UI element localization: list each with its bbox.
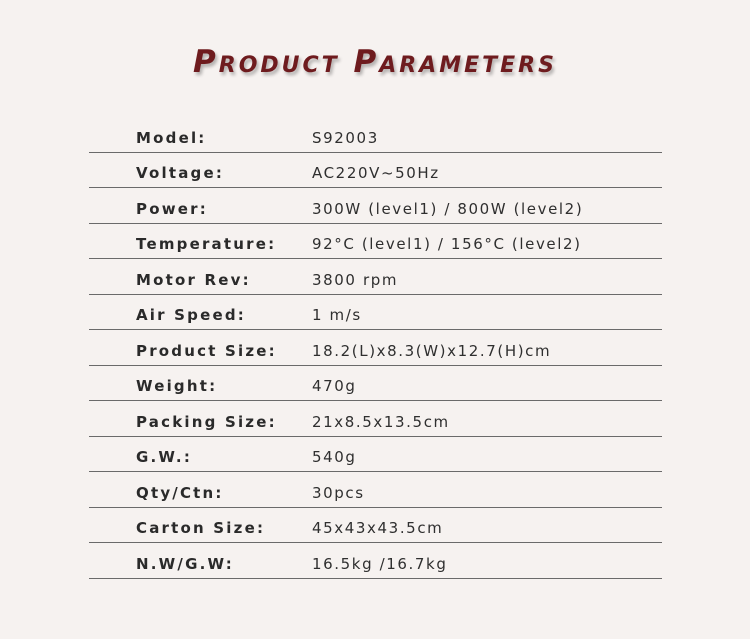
param-label: Power: — [136, 199, 208, 218]
param-label: Product Size: — [136, 341, 277, 360]
param-label: Temperature: — [136, 235, 277, 253]
param-row-packing-size — [89, 401, 662, 437]
param-value: S92003 — [312, 128, 379, 147]
param-row-product-size — [89, 330, 662, 366]
param-value: 1 m/s — [312, 306, 362, 324]
param-value: 92°C (level1) / 156°C (level2) — [312, 235, 582, 253]
param-value: 45x43x43.5cm — [312, 519, 444, 537]
param-label: N.W/G.W: — [136, 554, 234, 573]
param-value: 16.5kg /16.7kg — [312, 554, 448, 573]
param-row-air-speed — [89, 295, 662, 331]
param-value: 470g — [312, 377, 357, 395]
param-row-net-gross-weight — [89, 543, 662, 579]
param-label: Qty/Ctn: — [136, 483, 224, 502]
param-label: Voltage: — [136, 164, 225, 182]
param-value: 18.2(L)x8.3(W)x12.7(H)cm — [312, 341, 552, 360]
param-value: AC220V~50Hz — [312, 164, 440, 182]
param-label: Packing Size: — [136, 412, 277, 431]
param-row-voltage — [89, 153, 662, 189]
param-label: G.W.: — [136, 448, 193, 466]
param-row-model — [89, 117, 662, 153]
param-label: Weight: — [136, 377, 218, 395]
param-label: Air Speed: — [136, 306, 246, 324]
param-row-motor-rev — [89, 259, 662, 295]
param-value: 540g — [312, 448, 357, 466]
param-label: Model: — [136, 128, 207, 147]
param-label: Motor Rev: — [136, 270, 251, 289]
param-row-temperature — [89, 224, 662, 260]
param-row-weight — [89, 366, 662, 402]
page-title: Product Parameters — [193, 44, 557, 80]
param-value: 30pcs — [312, 483, 365, 502]
param-row-carton-size — [89, 508, 662, 544]
parameters-table — [89, 117, 662, 579]
param-row-power — [89, 188, 662, 224]
param-value: 21x8.5x13.5cm — [312, 412, 450, 431]
param-value: 300W (level1) / 800W (level2) — [312, 199, 584, 218]
param-row-gross-weight — [89, 437, 662, 473]
param-value: 3800 rpm — [312, 270, 399, 289]
param-row-qty-per-carton — [89, 472, 662, 508]
param-label: Carton Size: — [136, 519, 266, 537]
